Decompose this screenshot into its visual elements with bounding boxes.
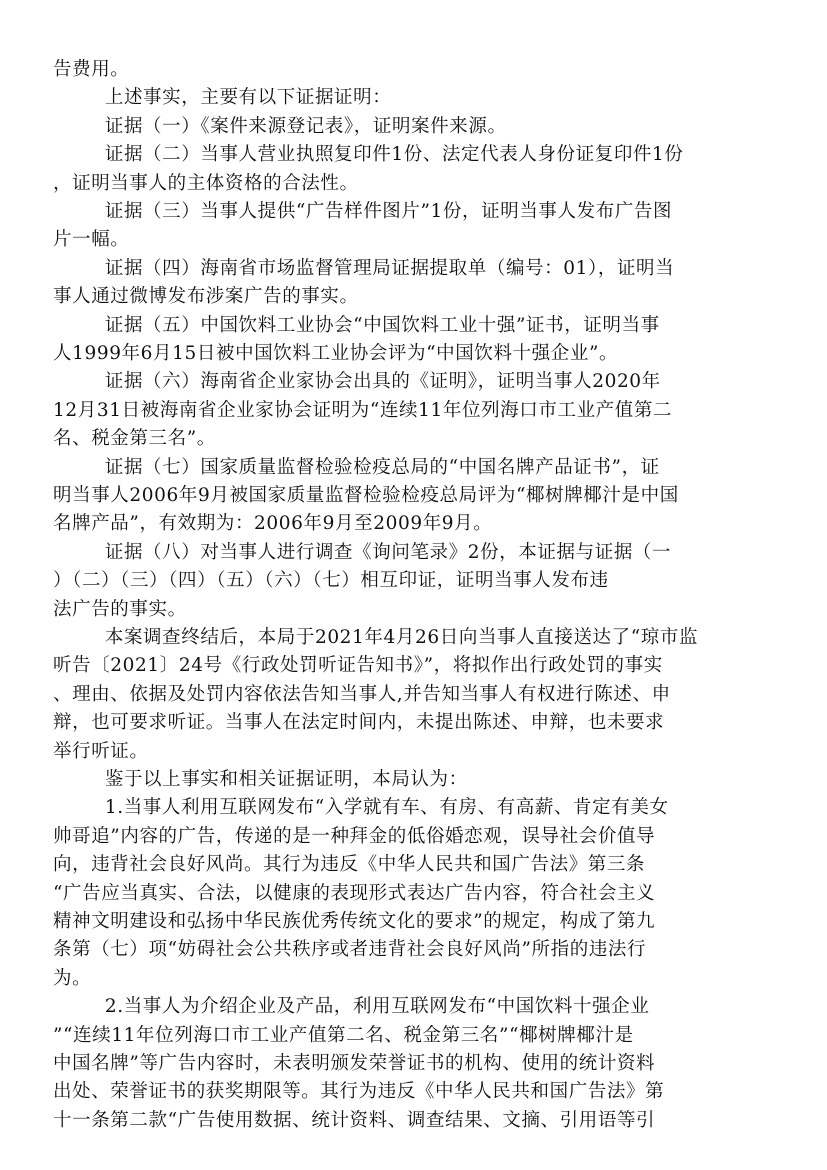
text-line: 出处、荣誉证书的获奖期限等。其行为违反《中华人民共和国广告法》第 (53, 1081, 665, 1103)
text-line: 明当事人2006年9月被国家质量监督检验检疫总局评为“椰树牌椰汁是中国 (53, 485, 679, 506)
text-line: 12月31日被海南省企业家协会证明为“连续11年位列海口市工业产值第二 (53, 399, 673, 421)
text-line: 名牌产品”，有效期为：2006年9月至2009年9月。 (53, 513, 493, 535)
text-line: 为。 (53, 967, 92, 989)
text-line: ”“连续11年位列海口市工业产值第二名、税金第三名”“椰树牌椰汁是 (53, 1024, 634, 1046)
text-line: 帅哥追”内容的广告，传递的是一种拜金的低俗婚恋观，误导社会价值导 (53, 825, 656, 847)
text-line: 2.当事人为介绍企业及产品，利用互联网发布“中国饮料十强企业 (53, 996, 650, 1018)
text-line: 证据（二）当事人营业执照复印件1份、法定代表人身份证复印件1份 (53, 144, 684, 166)
text-line: 证据（七）国家质量监督检验检疫总局的“中国名牌产品证书”，证 (53, 456, 660, 478)
text-line: 证据（一）《案件来源登记表》，证明案件来源。 (53, 115, 507, 137)
text-line: 证据（五）中国饮料工业协会“中国饮料工业十强”证书，证明当事 (53, 314, 660, 336)
text-line: ）（二）（三）（四）（五）（六）（七）相互印证，证明当事人发布违 (53, 570, 609, 592)
text-line: 条第（七）项“妨碍社会公共秩序或者违背社会良好风尚”所指的违法行 (53, 939, 647, 961)
text-line: 鉴于以上事实和相关证据证明，本局认为： (53, 769, 468, 790)
text-line: 片一幅。 (53, 229, 130, 251)
text-line: 向，违背社会良好风尚。其行为违反《中华人民共和国广告法》第三条 (53, 854, 646, 876)
text-line: 证据（四）海南省市场监督管理局证据提取单（编号：01），证明当 (53, 257, 675, 279)
text-line: ，证明当事人的主体资格的合法性。 (53, 172, 359, 194)
text-line: 证据（八）对当事人进行调查《询问笔录》2份，本证据与证据（一 (53, 541, 672, 563)
text-line: 法广告的事实。 (53, 598, 187, 620)
text-line: 中国名牌”等广告内容时，未表明颁发荣誉证书的机构、使用的统计资料 (53, 1053, 656, 1074)
text-line: 举行听证。 (53, 740, 149, 762)
text-line: “广告应当真实、合法，以健康的表现形式表达广告内容，符合社会主义 (53, 882, 656, 904)
text-line: 、理由、依据及处罚内容依法告知当事人,并告知当事人有权进行陈述、申 (53, 683, 671, 705)
text-line: 十一条第二款“广告使用数据、统计资料、调查结果、文摘、引用语等引 (53, 1109, 656, 1131)
text-line: 名、税金第三名”。 (53, 428, 216, 450)
text-line: 证据（三）当事人提供“广告样件图片”1份，证明当事人发布广告图 (53, 201, 673, 222)
text-line: 证据（六）海南省企业家协会出具的《证明》，证明当事人2020年 (53, 371, 661, 393)
text-line: 本案调查终结后，本局于2021年4月26日向当事人直接送达了“琼市监 (53, 627, 699, 648)
text-line: 人1999年6月15日被中国饮料工业协会评为“中国饮料十强企业”。 (53, 343, 619, 364)
text-line: 告费用。 (53, 59, 130, 80)
text-line: 1.当事人利用互联网发布“入学就有车、有房、有高薪、肯定有美女 (53, 797, 669, 819)
text-line: 上述事实，主要有以下证据证明： (53, 87, 392, 109)
text-line: 听告〔2021〕24号《行政处罚听证告知书》”，将拟作出行政处罚的事实 (53, 655, 663, 677)
text-line: 辩，也可要求听证。当事人在法定时间内，未提出陈述、申辩，也未要求 (53, 712, 665, 734)
text-line: 精神文明建设和弘扬中华民族优秀传统文化的要求”的规定，构成了第九 (53, 911, 656, 932)
text-line: 事人通过微博发布涉案广告的事实。 (53, 286, 359, 308)
